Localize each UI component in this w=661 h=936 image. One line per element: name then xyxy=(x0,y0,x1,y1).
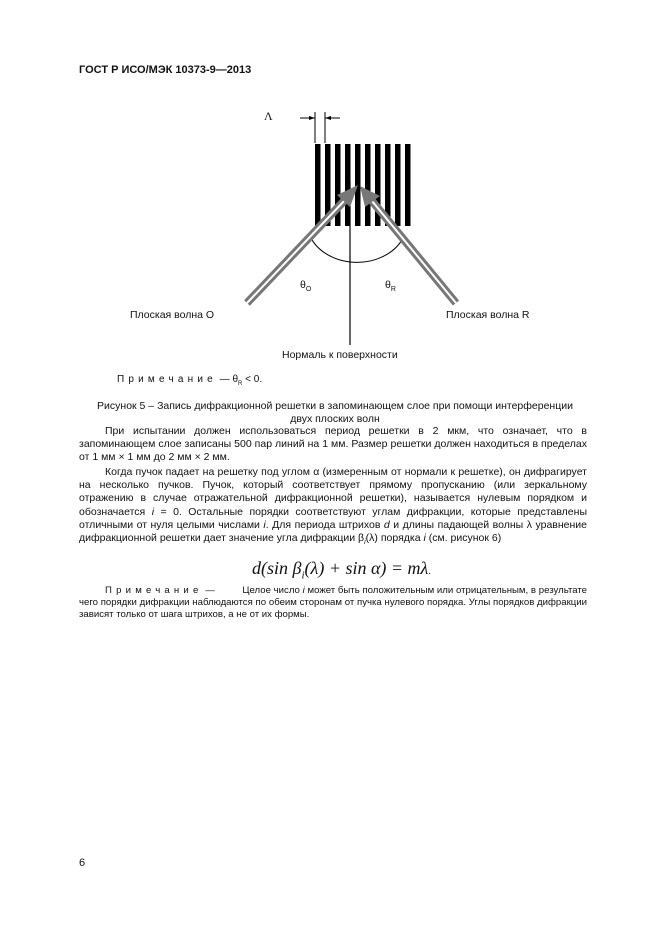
caption-line-1: Рисунок 5 – Запись дифракционной решетки в запоминающем слое при помощи интерференции xyxy=(97,400,573,412)
grating-stripe xyxy=(355,144,361,226)
wave-r-label: Плоская волна R xyxy=(446,309,530,321)
paragraph-1: При испытании должен использоваться период решетки в 2 мкм, что означает, что в запоминающем слое записаны 500 пар линий на 1 мм. Размер решетки должен находиться в пределах от 1 мм × 1 мм до 2 мм × 2 мм. xyxy=(79,425,587,464)
page-number: 6 xyxy=(79,857,86,869)
theta-o-label: $\theta_O$ xyxy=(300,279,312,294)
caption-line-2: двух плоских волн xyxy=(290,413,380,425)
grating-stripe xyxy=(395,144,401,226)
wave-o-label: Плоская волна O xyxy=(130,309,215,321)
paragraph-2: Когда пучок падает на решетку под углом α (измеренным от нормали к решетке), он дифрагирует на несколько пучков. Пучок, который соответствует прямому пропусканию (или зеркальному отражению в случае отражательной дифракционной решетки), называется нулевым порядком и обозначается i = 0. Остальные порядки соответствуют углам дифракции, которые представлены отличными от нуля целыми числами i. Для периода штрихов d и длины падающей волны λ уравнение дифракционной решетки дает значение угла дифракции $\beta_i(\lambda)$ порядка i (см. рисунок 6) xyxy=(79,466,587,547)
theta-r-label: $\theta_R$ xyxy=(385,279,396,294)
note-label: Примечание xyxy=(117,374,217,385)
grating-equation: d(sin $\beta_i(\lambda) + \sin \alpha) = m\lambda$. xyxy=(252,558,431,582)
figure-note: Примечание — $\theta_R < 0$. xyxy=(117,374,263,387)
order-note: Примечание — Целое число i может быть положительным или отрицательным, в результате чего порядки дифракции наблюдаются по обеим сторонам от пучка нулевого порядка. Углы порядков дифракции зависят только от шага штрихов, а не от их формы. xyxy=(79,585,587,620)
grating-stripe xyxy=(365,144,371,226)
grating-stripe xyxy=(315,144,321,226)
normal-label: Нормаль к поверхности xyxy=(282,349,398,361)
lambda-label: Λ xyxy=(264,109,273,123)
grating-stripe xyxy=(405,144,411,226)
figure-caption xyxy=(70,400,600,426)
angle-arc xyxy=(310,236,404,262)
document-header: ГОСТ Р ИСО/МЭК 10373-9—2013 xyxy=(79,64,252,76)
